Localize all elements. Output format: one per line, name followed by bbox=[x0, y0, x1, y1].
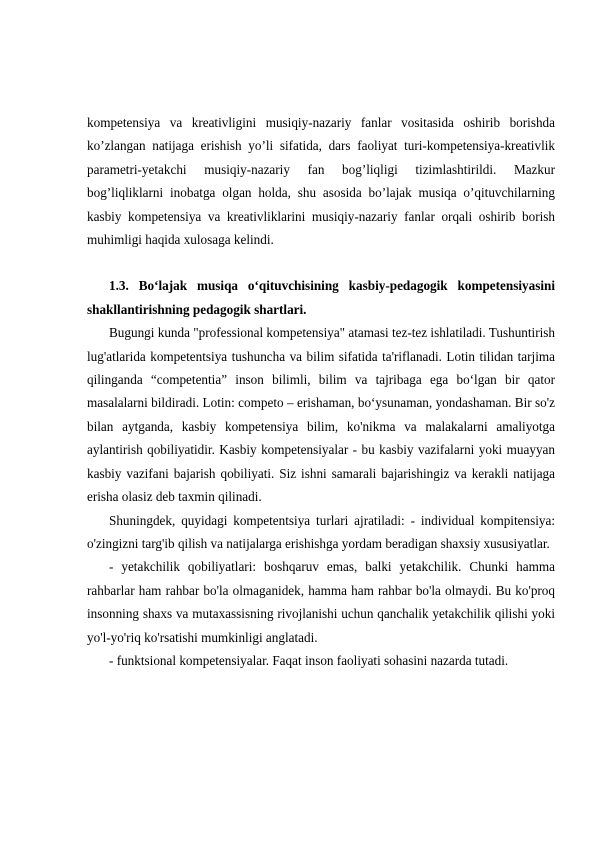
page-body bbox=[87, 111, 555, 672]
paragraph-leadership: - yetakchilik qobiliyatlari: boshqaruv emas, balki yetakchilik. Chunki hamma rahbarlar ham rahbar bo'la olmaganidek, hamma ham rahbar bo'la olmaydi. Bu ko'proq insonning shaxs va mutaxassisning rivojlanishi uchun qanchalik yetakchilik qilishi yoki yo'l-yo'riq ko'rsatishi mumkinligi anglatadi. bbox=[87, 559, 555, 645]
section-heading: 1.3. Bo‘lajak musiqa o‘qituvchisining kasbiy-pedagogik kompetensiyasini shakllantirishning pedagogik shartlari. bbox=[87, 278, 555, 317]
paragraph-functional: - funktsional kompetensiyalar. Faqat inson faoliyati sohasini nazarda tutadi. bbox=[109, 652, 509, 668]
paragraph-competence-types: Shuningdek, quyidagi kompetentsiya turlari ajratiladi: - individual kompitensiya: o'zingizni targ'ib qilish va natijalarga erishishga yordam beradigan shaxsiy xususiyatlar. bbox=[87, 512, 555, 551]
paragraph-professional-competence: Bugungi kunda "professional kompetensiya" atamasi tez-tez ishlatiladi. Tushuntirish lug'atlarida kompetentsiya tushuncha va bilim sifatida ta'riflanadi. Lotin tilidan tarjima qilinganda “competentia” inson bilimli, bilim va tajribaga ega bo‘lgan bir qator masalalarni bildiradi. Lotin: competo – erishaman, bo‘ysunaman, yondashaman. Bir so'z bilan aytganda, kasbiy kompetensiya bilim, ko'nikma va malakalarni amaliyotga aylantirish qobiliyatidir. Kasbiy kompetensiyalar - bu kasbiy vazifalarni yoki muayyan kasbiy vazifani bajarish qobiliyati. Siz ishni samarali bajarishingiz va kerakli natijaga erisha olasiz deb taxmin qilinadi. bbox=[87, 325, 555, 505]
paragraph-intro: kompetensiya va kreativligini musiqiy-nazariy fanlar vositasida oshirib borishda ko’zlangan natijaga erishish yo’li sifatida, dars faoliyat turi-kompetensiya-kreativlik parametri-yetakchi musiqiy-nazariy fan bog’liqligi tizimlashtirildi. Mazkur bog’liqliklarni inobatga olgan holda, shu asosida bo’lajak musiqa o’qituvchilarning kasbiy kompetensiya va kreativliklarini musiqiy-nazariy fanlar orqali oshirib borish muhimligi haqida xulosaga kelindi. bbox=[87, 115, 555, 248]
paragraph-gap bbox=[87, 251, 555, 274]
